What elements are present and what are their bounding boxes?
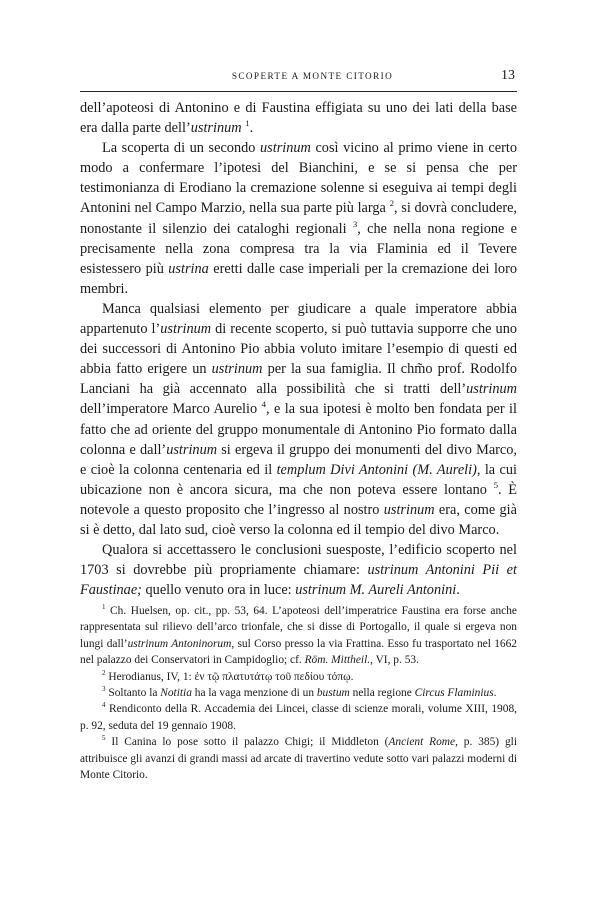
footnote-marker: 3 [102, 685, 106, 694]
italic-term: Ancient Rome [388, 736, 456, 749]
footnote-ref: 3 [352, 218, 358, 229]
page-number: 13 [501, 68, 515, 83]
text-run: Herodianus, IV, 1: ἐν τῷ πλατυτάτῳ τοῦ πεδίου τόπῳ. [105, 670, 354, 683]
text-run: era, come già si è detto, dal lato sud, cioè verso la colonna ed il tempio del divo Marco. [80, 501, 517, 538]
text-run: Qualora si accettassero le conclusioni suesposte, l’edificio scoperto nel 1703 si dovrebbe più propriamente chiamare: [80, 542, 517, 579]
italic-term: ustrinum [466, 381, 517, 398]
footnote-ref: 2 [389, 198, 395, 209]
text-run: . È notevole a questo proposito che l’ingresso al nostro [80, 481, 517, 518]
italic-term: ustrinum [383, 501, 435, 518]
footnote-3 [80, 685, 517, 701]
italic-term: Röm. Mittheil. [304, 654, 371, 667]
footnote-ref: 1 [245, 118, 250, 129]
paragraph-1 [80, 98, 517, 138]
text-run: Soltanto la [105, 687, 161, 700]
text-run: . [456, 582, 460, 599]
footnote-marker: 2 [102, 668, 106, 677]
text-run: La scoperta di un secondo [102, 140, 261, 157]
footnote-marker: 4 [102, 701, 106, 710]
footnote-ref: 4 [261, 399, 266, 410]
text-run: si ergeva il gruppo dei monumenti del divo Marco, e cioè la colonna centenaria ed il [80, 441, 517, 478]
text-run: , la cui ubicazione non è ancora sicura, ma che non poteva essere lontano [80, 461, 517, 498]
footnote-marker: 1 [102, 603, 106, 612]
footnotes [80, 603, 517, 783]
italic-term: bustum [316, 687, 350, 700]
text-run: nella regione [349, 687, 415, 700]
text-run: , che nella nona regione e precisamente nella zona compresa tra la via Flaminia ed il Tevere esistessero più [80, 220, 517, 277]
italic-term: ustrinum Antoninorum [127, 637, 232, 650]
italic-term: ustrinum [166, 441, 218, 458]
footnote-marker: 5 [102, 734, 106, 743]
text-run: quello venuto ora in luce: [141, 582, 296, 599]
main-text [80, 98, 517, 600]
italic-term: ustrina [168, 260, 209, 277]
footnote-5 [80, 734, 517, 783]
page-header [110, 68, 515, 87]
italic-term: Circus Flaminius [414, 687, 494, 700]
text-run: dell’apoteosi di Antonino e di Faustina effigiata su uno dei lati della base era dalla parte dell’ [80, 100, 517, 137]
text-run: Ch. Huelsen, op. cit., pp. 53, 64. L’apoteosi dell’imperatrice Faustina era forse anche rappresentata sul rilievo dell’arco trionfale, che si disse di Portogallo, il quale si ergeva non lungi dall’ [80, 605, 517, 650]
footnote-1 [80, 603, 517, 669]
text-run: per la sua famiglia. Il chm̃o prof. Rodolfo Lanciani ha già accennato alla possibilità che si tratti dell’ [80, 361, 517, 398]
footnote-4 [80, 701, 517, 734]
text-run: Rendiconto della R. Accademia dei Lincei, classe di scienze morali, volume XIII, 1908, p. 92, seduta del 19 gennaio 1908. [80, 703, 517, 732]
italic-term: ustrinum M. Aureli Antonini [295, 582, 457, 599]
italic-term: ustrinum [190, 120, 242, 137]
text-run: , sul Corso presso la via Frattina. Esso fu trasportato nel 1662 nel palazzo dei Conservatori in Campidoglio; cf. [80, 637, 517, 667]
text-run: così vicino al primo viene in certo modo a confermare l’ipotesi del Bianchini, e se si pensa che per testimonianza di Erodiano la cremazione solenne si eseguiva ai tempi degli Antonini nel Campo Marzio, nella sua parte più larga [80, 140, 517, 217]
text-run: Il Canina lo pose sotto il palazzo Chigi; il Middleton ( [105, 736, 389, 749]
text-run: , p. 385) gli attribuisce gli avanzi di grandi massi ad arcate di travertino vedute sotto vari palazzi moderni di Monte Citorio. [80, 736, 517, 782]
footnote-ref: 5 [493, 480, 498, 491]
text-run: , e la sua ipotesi è molto ben fondata per il fatto che ad oriente del gruppo monumentale di Antonino Pio formato dalla colonna e dall’ [80, 401, 517, 458]
text-run: di recente scoperto, si può tuttavia supporre che uno dei successori di Antonino Pio abbia voluto imitare l’esempio di questi ed abbia fatto erigere un [80, 321, 518, 378]
paragraph-2 [80, 138, 517, 299]
italic-term: ustrinum [260, 140, 311, 157]
text-run: , VI, p. 53. [370, 654, 419, 667]
text-run: . [493, 687, 497, 700]
header-rule [80, 91, 517, 92]
italic-term: ustrinum [160, 321, 212, 338]
text-run: ha la vaga menzione di un [191, 687, 317, 700]
paragraph-4 [80, 540, 517, 600]
text-run: Manca qualsiasi elemento per giudicare a quale imperatore abbia appartenuto l’ [80, 300, 517, 338]
italic-term: templum Divi Antonini (M. Aureli) [276, 461, 477, 478]
text-run: dell’imperatore Marco Aurelio [80, 401, 262, 418]
footnote-2 [80, 669, 517, 685]
text-run: , si dovrà concludere, nonostante il silenzio dei cataloghi regionali [80, 200, 517, 237]
text-run: . [249, 120, 254, 137]
running-title: SCOPERTE A MONTE CITORIO [231, 71, 394, 81]
italic-term: Notitia [160, 687, 192, 700]
italic-term: ustrinum Antonini Pii et Faustinae; [80, 562, 517, 599]
italic-term: ustrinum [211, 361, 263, 378]
paragraph-3 [80, 299, 517, 540]
text-run: eretti dalle case imperiali per la cremazione dei loro membri. [80, 260, 517, 297]
